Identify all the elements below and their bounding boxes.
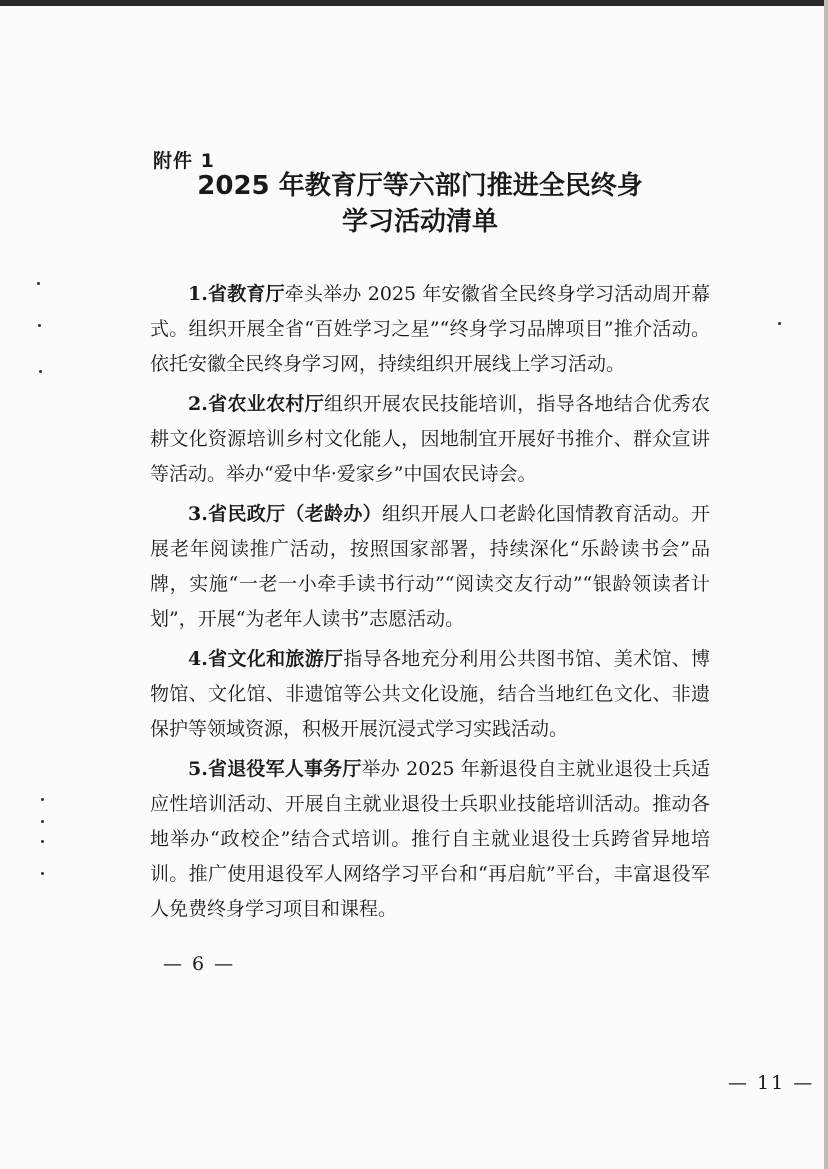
item-number: 2. bbox=[188, 393, 208, 415]
attachment-label: 附件 1 bbox=[153, 150, 215, 172]
item-number: 4. bbox=[188, 648, 208, 670]
item-number: 3. bbox=[188, 503, 208, 525]
scan-speck bbox=[41, 840, 44, 843]
scan-right-edge bbox=[824, 0, 828, 1169]
item-number: 5. bbox=[188, 758, 208, 780]
scan-speck bbox=[41, 872, 44, 875]
list-item bbox=[150, 642, 710, 747]
item-text: 组织开展人口老龄化国情教育活动。开展老年阅读推广活动，按照国家部署，持续深化“乐龄读书会”品牌，实施“一老一小牵手读书行动”“阅读交友行动”“银龄领读者计划”，开展“为老年人读书”志愿活动。 bbox=[150, 503, 710, 630]
scan-speck bbox=[778, 322, 781, 325]
list-item bbox=[150, 387, 710, 492]
item-text: 举办 2025 年新退役自主就业退役士兵适应性培训活动、开展自主就业退役士兵职业技能培训活动。推动各地举办“政校企”结合式培训。推行自主就业退役士兵跨省异地培训。推广使用退役军人网络学习平台和“再启航”平台，丰富退役军人免费终身学习项目和课程。 bbox=[150, 758, 710, 920]
item-text: 牵头举办 2025 年安徽省全民终身学习活动周开幕式。组织开展全省“百姓学习之星”“终身学习品牌项目”推介活动。依托安徽全民终身学习网，持续组织开展线上学习活动。 bbox=[150, 283, 710, 375]
scan-speck bbox=[41, 820, 44, 823]
document-body bbox=[150, 277, 710, 932]
list-item bbox=[150, 752, 710, 927]
scan-speck bbox=[39, 370, 42, 373]
item-organization: 省教育厅 bbox=[207, 283, 285, 305]
page-number: — 6 — bbox=[163, 953, 236, 975]
page-number-secondary: — 11 — bbox=[728, 1072, 815, 1094]
item-number: 1. bbox=[188, 283, 208, 305]
item-organization: 省农业农村厅 bbox=[207, 393, 325, 415]
document-title bbox=[120, 168, 720, 240]
item-organization: 省文化和旅游厅 bbox=[207, 648, 344, 670]
list-item bbox=[150, 277, 710, 382]
item-text: 指导各地充分利用公共图书馆、美术馆、博物馆、文化馆、非遗馆等公共文化设施，结合当地红色文化、非遗保护等领域资源，积极开展沉浸式学习实践活动。 bbox=[150, 648, 710, 740]
item-organization: 省民政厅（老龄办） bbox=[207, 503, 382, 525]
scan-top-edge bbox=[0, 0, 828, 6]
item-text: 组织开展农民技能培训，指导各地结合优秀农耕文化资源培训乡村文化能人，因地制宜开展好书推介、群众宣讲等活动。举办“爱中华·爱家乡”中国农民诗会。 bbox=[150, 393, 710, 485]
list-item bbox=[150, 497, 710, 637]
item-organization: 省退役军人事务厅 bbox=[207, 758, 362, 780]
scan-speck bbox=[37, 282, 40, 285]
scan-speck bbox=[38, 324, 41, 327]
title-line-1: 2025 年教育厅等六部门推进全民终身 bbox=[197, 171, 643, 201]
scan-speck bbox=[41, 798, 44, 801]
title-line-2: 学习活动清单 bbox=[341, 207, 498, 237]
